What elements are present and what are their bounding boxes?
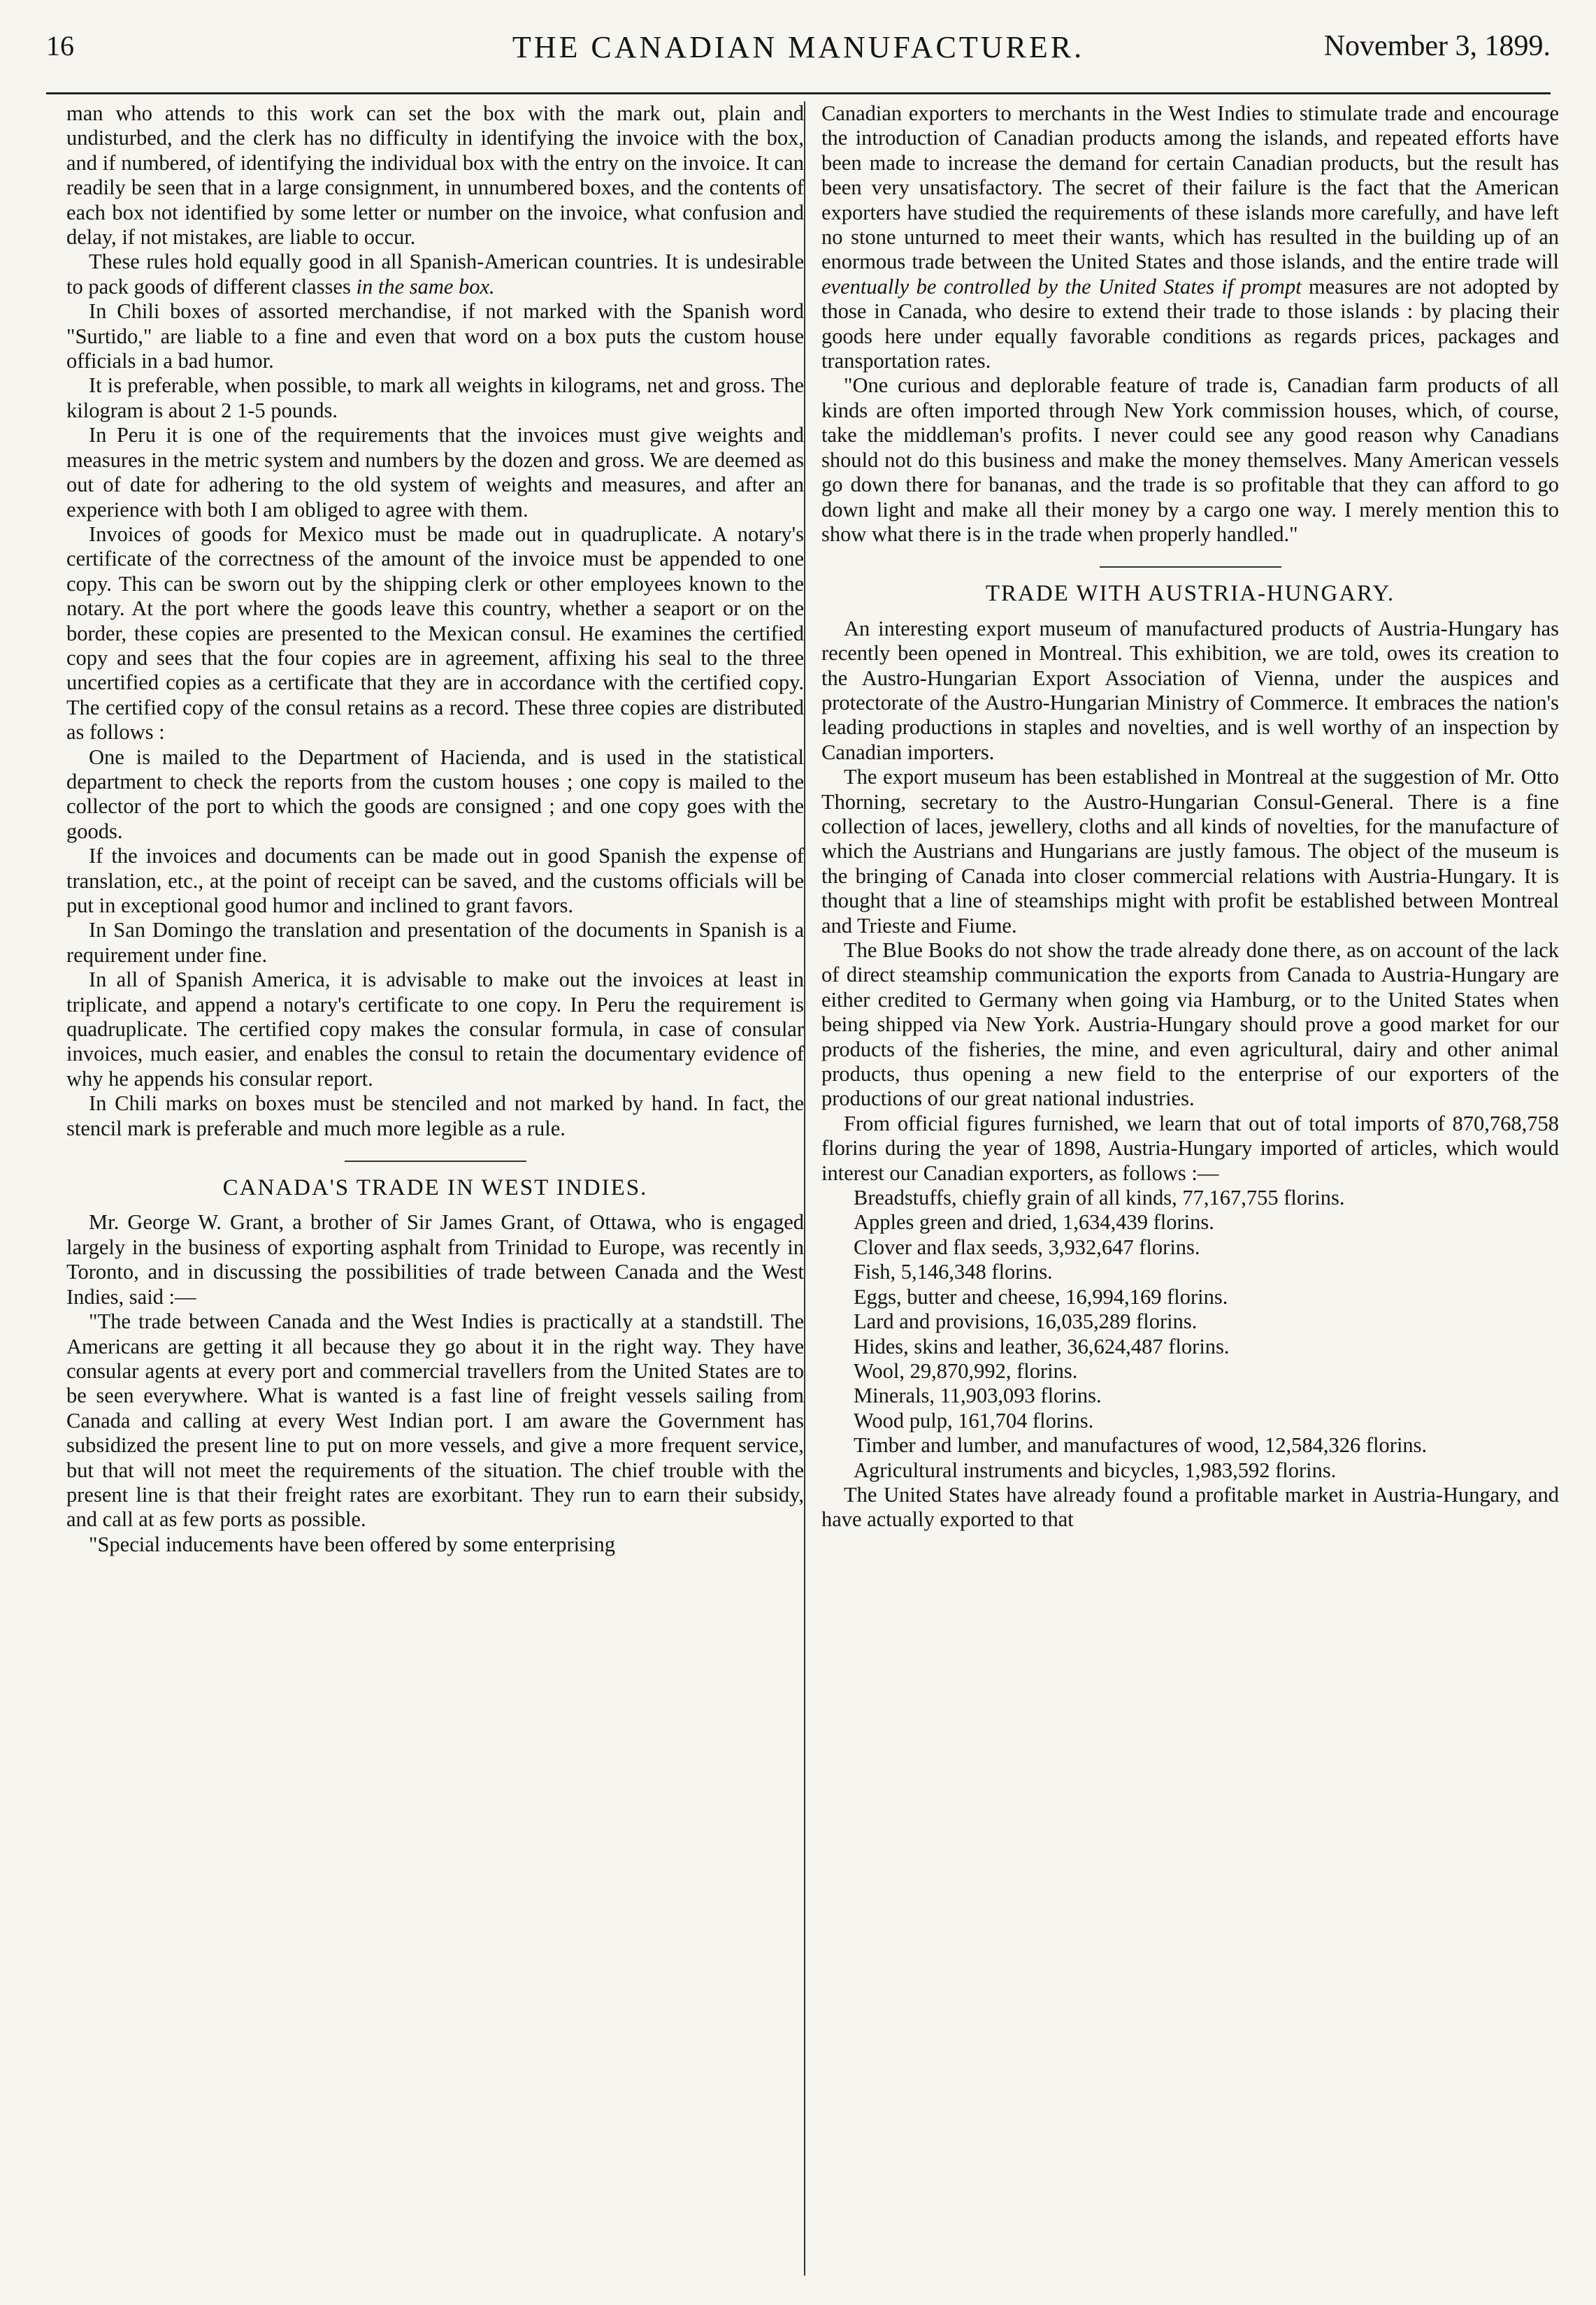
paragraph: In Peru it is one of the requirements that the invoices must give weights and measures in the metric system and numbers by the dozen and gross. We are deemed as out of date for adhering to the old system of weights and measures, and after an experience with both I am obliged to agree with them. xyxy=(66,423,804,522)
paragraph: In San Domingo the translation and presentation of the documents in Spanish is a requirement under fine. xyxy=(66,918,804,967)
header-rule xyxy=(46,92,1551,94)
paragraph-text: Canadian exporters to merchants in the West Indies to stimulate trade and encourage the introduction of Canadian products among the islands, and repeated efforts have been made to increase the demand for certain Canadian products, but the result has been very unsatisfactory. The secret of their failure is the fact that the American exporters have studied the requirements of these islands more carefully, and have left no stone unturned to meet their wants, which has resulted in the building up of an enormous trade between the United States and those islands, and the entire trade will xyxy=(821,101,1559,274)
list-item: Hides, skins and leather, 36,624,487 florins. xyxy=(854,1334,1230,1358)
paragraph xyxy=(821,101,1559,373)
paragraph xyxy=(66,250,804,299)
imports-list xyxy=(821,1186,1559,1483)
page-header xyxy=(46,29,1551,85)
list-item: Wood pulp, 161,704 florins. xyxy=(854,1408,1094,1432)
paragraph: The export museum has been established in Montreal at the suggestion of Mr. Otto Thorning, secretary to the Austro-Hungarian Consul-General. There is a fine collection of laces, jewellery, cloths and all kinds of novelties, for the manufacture of which the Austrians and Hungarians are justly famous. The object of the museum is the bringing of Canada into closer commercial relations with Austria-Hungary. It is thought that a line of steamships might with profit be established between Montreal and Trieste and Fiume. xyxy=(821,765,1559,938)
publication-title: THE CANADIAN MANUFACTURER. xyxy=(512,30,1085,64)
list-item: Eggs, butter and cheese, 16,994,169 florins. xyxy=(854,1284,1228,1309)
list-item: Lard and provisions, 16,035,289 florins. xyxy=(854,1309,1198,1334)
list-item: Wool, 29,870,992, florins. xyxy=(854,1358,1078,1383)
paragraph: Invoices of goods for Mexico must be made out in quadruplicate. A notary's certificate of the correctness of the amount of the invoice must be appended to one copy. This can be sworn out by the shipping clerk or other employees known to the notary. At the port where the goods leave this country, whether a seaport or on the border, these copies are presented to the Mexican consul. He examines the certified copy and sees that the four copies are in agreement, affixing his seal to the three uncertified copies as a certificate that they are in accordance with the certified copy. The certified copy of the consul retains as a record. These three copies are distributed as follows : xyxy=(66,522,804,745)
list-item: Fish, 5,146,348 florins. xyxy=(854,1260,1053,1284)
paragraph: In all of Spanish America, it is advisable to make out the invoices at least in triplicate, and append a notary's certificate to one copy. In Peru the requirement is quadruplicate. The certified copy makes the consular formula, in case of consular invoices, much easier, and enables the consul to retain the documentary evidence of why he appends his consular report. xyxy=(66,968,804,1091)
list-item: Agricultural instruments and bicycles, 1,983,592 florins. xyxy=(854,1458,1337,1482)
italic-text: eventually be controlled by the United States if prompt xyxy=(821,274,1302,299)
paragraph: man who attends to this work can set the box with the mark out, plain and undisturbed, and the clerk has no difficulty in identifying the invoice with the box, and if numbered, of identifying the individual box with the entry on the invoice. It can readily be seen that in a large consignment, in unnumbered boxes, and the contents of each box not identified by some letter or number on the invoice, what confusion and delay, if not mistakes, are liable to occur. xyxy=(66,101,804,250)
paragraph: In Chili boxes of assorted merchandise, if not marked with the Spanish word "Surtido," are liable to a fine and even that word on a box puts the custom house officials in a bad humor. xyxy=(66,299,804,373)
paragraph: An interesting export museum of manufactured products of Austria-Hungary has recently been opened in Montreal. This exhibition, we are told, owes its creation to the Austro-Hungarian Export Association of Vienna, under the auspices and protectorate of the Austro-Hungarian Ministry of Commerce. It embraces the nation's leading productions in staples and novelties, and is well worthy of an inspection by Canadian importers. xyxy=(821,616,1559,764)
paragraph-text: measures are not adopted by those in Canada, who desire to extend their trade to those islands : by placing their goods here under equally favorable conditions as regards prices, packages and transportation rates. xyxy=(821,274,1559,373)
paragraph: "Special inducements have been offered by some enterprising xyxy=(89,1532,615,1556)
paragraph: "The trade between Canada and the West Indies is practically at a standstill. The Americans are getting it all because they go about it in the right way. They have consular agents at every port and commercial travellers from the United States are to be seen everywhere. What is wanted is a fast line of freight vessels sailing from Canada and calling at every West Indian port. I am aware the Government has subsidized the present line to put on more vessels, and give a more frequent service, but that will not meet the requirements of the situation. The chief trouble with the present line is that their freight rates are exorbitant. They run to earn their subsidy, and call at as few ports as possible. xyxy=(66,1309,804,1532)
list-item: Minerals, 11,903,093 florins. xyxy=(854,1384,1102,1408)
left-column xyxy=(66,101,804,2283)
section-heading-west-indies: CANADA'S TRADE IN WEST INDIES. xyxy=(222,1175,648,1201)
paragraph-text: These rules hold equally good in all Spanish-American countries. It is undesirable to pack goods of different classes xyxy=(66,250,804,299)
list-item: Breadstuffs, chiefly grain of all kinds, 77,167,755 florins. xyxy=(854,1186,1345,1210)
column-divider xyxy=(804,101,805,2276)
paragraph: One is mailed to the Department of Hacienda, and is used in the statistical department to check the reports from the custom houses ; one copy is mailed to the collector of the port to which the goods are consigned ; and one copy goes with the goods. xyxy=(66,745,804,843)
paragraph: If the invoices and documents can be made out in good Spanish the expense of translation, etc., at the point of receipt can be saved, and the customs officials will be put in exceptional good humor and inclined to grant favors. xyxy=(66,844,804,917)
section-rule xyxy=(345,1161,526,1162)
paragraph: From official figures furnished, we learn that out of total imports of 870,768,758 florins during the year of 1898, Austria-Hungary imported of articles, which would interest our Canadian exporters, as follows :— xyxy=(821,1111,1559,1185)
paragraph: The Blue Books do not show the trade already done there, as on account of the lack of direct steamship communication the exports from Canada to Austria-Hungary are either credited to Germany when going via Hamburg, or to the United States when being shipped via New York. Austria-Hungary should prove a good market for our products of the fisheries, the mine, and even agricultural, dairy and other animal products, thus opening a new field to the enterprise of our exporters of the productions of our great national industries. xyxy=(821,938,1559,1111)
paragraph: In Chili marks on boxes must be stenciled and not marked by hand. In fact, the stencil mark is preferable and much more legible as a rule. xyxy=(66,1091,804,1140)
section-heading-austria: TRADE WITH AUSTRIA-HUNGARY. xyxy=(985,581,1395,607)
italic-text: in the same box. xyxy=(356,274,495,299)
page-number: 16 xyxy=(46,30,74,62)
list-item: Clover and flax seeds, 3,932,647 florins. xyxy=(854,1235,1200,1259)
issue-date: November 3, 1899. xyxy=(1323,30,1551,62)
paragraph: The United States have already found a profitable market in Austria-Hungary, and have actually exported to that xyxy=(821,1482,1559,1532)
right-column xyxy=(821,101,1559,2283)
section-rule xyxy=(1100,566,1281,568)
list-item: Timber and lumber, and manufactures of wood, 12,584,326 florins. xyxy=(854,1433,1428,1458)
paragraph: Mr. George W. Grant, a brother of Sir James Grant, of Ottawa, who is engaged largely in the business of exporting asphalt from Trinidad to Europe, was recently in Toronto, and in discussing the possibilities of trade between Canada and the West Indies, said :— xyxy=(66,1210,804,1309)
paragraph: It is preferable, when possible, to mark all weights in kilograms, net and gross. The kilogram is about 2 1-5 pounds. xyxy=(66,373,804,422)
list-item: Apples green and dried, 1,634,439 florins. xyxy=(854,1210,1214,1235)
paragraph: "One curious and deplorable feature of trade is, Canadian farm products of all kinds are often imported through New York commission houses, which, of course, take the middleman's profits. I never could see any good reason why Canadians should not do this business and make the money themselves. Many American vessels go down there for bananas, and the trade is so profitable that they can afford to go down light and make all their money by a cargo one way. I merely mention this to show what there is in the trade when properly handled." xyxy=(821,373,1559,546)
